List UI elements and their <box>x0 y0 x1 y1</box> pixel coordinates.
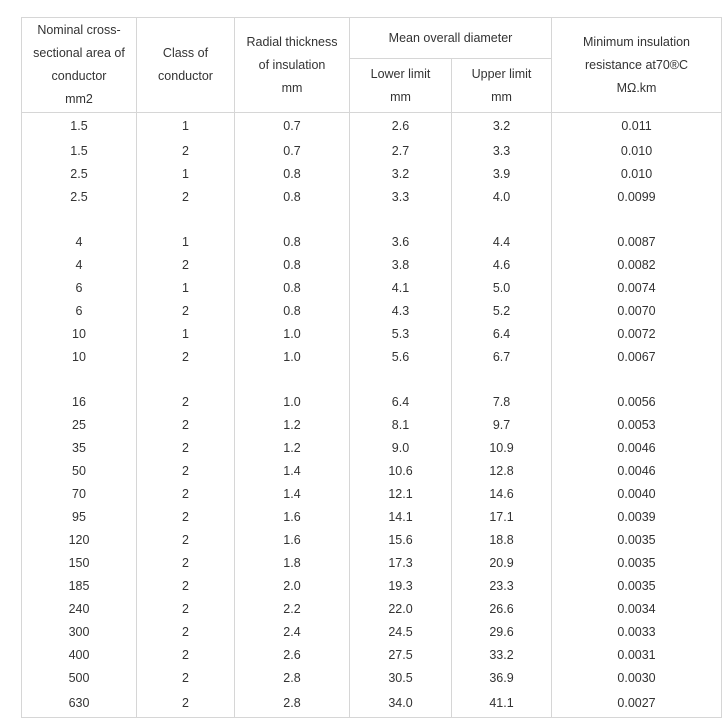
cell-area: 6 <box>22 277 137 300</box>
table-row <box>22 460 722 483</box>
spacer-cell <box>235 369 350 391</box>
cell-upper: 20.9 <box>452 552 552 575</box>
cell-resistance: 0.0053 <box>552 414 722 437</box>
cell-resistance: 0.010 <box>552 140 722 163</box>
cell-upper: 41.1 <box>452 690 552 718</box>
cell-radial: 2.4 <box>235 621 350 644</box>
header-mean-diameter: Mean overall diameter <box>350 18 552 59</box>
table-row <box>22 621 722 644</box>
cell-area: 35 <box>22 437 137 460</box>
cell-class: 2 <box>137 483 235 506</box>
cell-resistance: 0.0074 <box>552 277 722 300</box>
cell-class: 2 <box>137 552 235 575</box>
cell-lower: 10.6 <box>350 460 452 483</box>
cell-resistance: 0.0082 <box>552 254 722 277</box>
cell-area: 4 <box>22 231 137 254</box>
table-row <box>22 552 722 575</box>
table-row <box>22 323 722 346</box>
cell-resistance: 0.0067 <box>552 346 722 369</box>
table-row <box>22 575 722 598</box>
cell-radial: 0.8 <box>235 300 350 323</box>
cell-radial: 0.8 <box>235 277 350 300</box>
cell-resistance: 0.0030 <box>552 667 722 690</box>
cell-resistance: 0.0033 <box>552 621 722 644</box>
table-body <box>22 113 722 718</box>
cell-upper: 12.8 <box>452 460 552 483</box>
table-row <box>22 529 722 552</box>
cell-radial: 2.6 <box>235 644 350 667</box>
table-row <box>22 667 722 690</box>
cell-upper: 4.6 <box>452 254 552 277</box>
cell-class: 2 <box>137 300 235 323</box>
cell-area: 1.5 <box>22 113 137 141</box>
cell-class: 2 <box>137 391 235 414</box>
cell-area: 95 <box>22 506 137 529</box>
cell-lower: 17.3 <box>350 552 452 575</box>
cell-lower: 14.1 <box>350 506 452 529</box>
spacer-cell <box>22 209 137 231</box>
cell-class: 1 <box>137 163 235 186</box>
cell-upper: 9.7 <box>452 414 552 437</box>
cell-radial: 2.8 <box>235 667 350 690</box>
spacer-cell <box>137 369 235 391</box>
spacer-cell <box>350 209 452 231</box>
table-row <box>22 186 722 209</box>
cell-resistance: 0.0035 <box>552 552 722 575</box>
cell-radial: 0.8 <box>235 254 350 277</box>
header-lower-limit: Lower limit mm <box>350 59 452 113</box>
cell-class: 2 <box>137 346 235 369</box>
cell-class: 2 <box>137 254 235 277</box>
cell-lower: 5.3 <box>350 323 452 346</box>
cell-lower: 2.6 <box>350 113 452 141</box>
table-row <box>22 506 722 529</box>
cell-lower: 30.5 <box>350 667 452 690</box>
cell-lower: 5.6 <box>350 346 452 369</box>
cell-class: 2 <box>137 644 235 667</box>
table-row <box>22 163 722 186</box>
cell-area: 16 <box>22 391 137 414</box>
cell-lower: 15.6 <box>350 529 452 552</box>
spacer-cell <box>552 209 722 231</box>
spacer-cell <box>452 369 552 391</box>
header-radial-thickness: Radial thickness of insulation mm <box>235 18 350 113</box>
cell-area: 2.5 <box>22 163 137 186</box>
cell-lower: 19.3 <box>350 575 452 598</box>
cell-resistance: 0.0031 <box>552 644 722 667</box>
cell-lower: 12.1 <box>350 483 452 506</box>
cell-radial: 1.6 <box>235 506 350 529</box>
table-row <box>22 254 722 277</box>
cell-class: 2 <box>137 186 235 209</box>
cell-area: 150 <box>22 552 137 575</box>
cell-class: 2 <box>137 437 235 460</box>
cell-resistance: 0.0035 <box>552 529 722 552</box>
cell-lower: 6.4 <box>350 391 452 414</box>
table-row <box>22 437 722 460</box>
cell-area: 500 <box>22 667 137 690</box>
cell-lower: 9.0 <box>350 437 452 460</box>
cell-resistance: 0.011 <box>552 113 722 141</box>
table-row <box>22 346 722 369</box>
cell-resistance: 0.0087 <box>552 231 722 254</box>
table-row <box>22 140 722 163</box>
cell-radial: 0.7 <box>235 140 350 163</box>
cell-area: 185 <box>22 575 137 598</box>
cell-upper: 4.4 <box>452 231 552 254</box>
cell-lower: 4.3 <box>350 300 452 323</box>
cell-upper: 10.9 <box>452 437 552 460</box>
cell-class: 2 <box>137 460 235 483</box>
cell-class: 2 <box>137 690 235 718</box>
table-row <box>22 231 722 254</box>
cell-resistance: 0.0072 <box>552 323 722 346</box>
group-spacer <box>22 209 722 231</box>
cell-upper: 36.9 <box>452 667 552 690</box>
cell-class: 2 <box>137 140 235 163</box>
cell-resistance: 0.0040 <box>552 483 722 506</box>
cell-class: 2 <box>137 575 235 598</box>
cell-area: 2.5 <box>22 186 137 209</box>
header-class: Class of conductor <box>137 18 235 113</box>
cell-radial: 1.0 <box>235 391 350 414</box>
cell-area: 25 <box>22 414 137 437</box>
cell-lower: 24.5 <box>350 621 452 644</box>
cell-resistance: 0.0099 <box>552 186 722 209</box>
cell-radial: 2.2 <box>235 598 350 621</box>
cell-radial: 2.8 <box>235 690 350 718</box>
cell-resistance: 0.0034 <box>552 598 722 621</box>
table-header <box>22 18 722 113</box>
cell-upper: 14.6 <box>452 483 552 506</box>
table-row <box>22 644 722 667</box>
cell-area: 4 <box>22 254 137 277</box>
spacer-cell <box>137 209 235 231</box>
cell-class: 1 <box>137 231 235 254</box>
table-row <box>22 483 722 506</box>
cell-class: 1 <box>137 277 235 300</box>
cell-area: 6 <box>22 300 137 323</box>
table-row <box>22 113 722 141</box>
cell-class: 1 <box>137 323 235 346</box>
cell-upper: 23.3 <box>452 575 552 598</box>
cell-resistance: 0.0070 <box>552 300 722 323</box>
cell-class: 2 <box>137 667 235 690</box>
spacer-cell <box>552 369 722 391</box>
cell-radial: 0.7 <box>235 113 350 141</box>
cell-lower: 34.0 <box>350 690 452 718</box>
cell-lower: 3.3 <box>350 186 452 209</box>
cell-resistance: 0.0035 <box>552 575 722 598</box>
cell-class: 2 <box>137 414 235 437</box>
cell-radial: 1.4 <box>235 460 350 483</box>
cell-upper: 5.0 <box>452 277 552 300</box>
cell-area: 630 <box>22 690 137 718</box>
cell-upper: 29.6 <box>452 621 552 644</box>
cell-resistance: 0.0046 <box>552 437 722 460</box>
cell-resistance: 0.0039 <box>552 506 722 529</box>
cell-upper: 7.8 <box>452 391 552 414</box>
cell-radial: 2.0 <box>235 575 350 598</box>
cell-lower: 3.8 <box>350 254 452 277</box>
spacer-cell <box>235 209 350 231</box>
cell-lower: 8.1 <box>350 414 452 437</box>
cell-class: 2 <box>137 506 235 529</box>
cell-radial: 0.8 <box>235 163 350 186</box>
cell-radial: 0.8 <box>235 186 350 209</box>
cell-radial: 1.6 <box>235 529 350 552</box>
cell-upper: 3.3 <box>452 140 552 163</box>
cell-radial: 1.4 <box>235 483 350 506</box>
cell-resistance: 0.0046 <box>552 460 722 483</box>
table-row <box>22 300 722 323</box>
cell-area: 300 <box>22 621 137 644</box>
cell-lower: 3.6 <box>350 231 452 254</box>
cell-area: 400 <box>22 644 137 667</box>
cell-area: 70 <box>22 483 137 506</box>
cell-upper: 17.1 <box>452 506 552 529</box>
cell-upper: 3.9 <box>452 163 552 186</box>
cell-lower: 27.5 <box>350 644 452 667</box>
cell-resistance: 0.0027 <box>552 690 722 718</box>
cell-lower: 3.2 <box>350 163 452 186</box>
cell-radial: 1.0 <box>235 346 350 369</box>
cell-upper: 18.8 <box>452 529 552 552</box>
cell-lower: 4.1 <box>350 277 452 300</box>
cell-class: 2 <box>137 529 235 552</box>
header-upper-limit: Upper limit mm <box>452 59 552 113</box>
table-row <box>22 277 722 300</box>
cell-upper: 6.7 <box>452 346 552 369</box>
header-nominal-area: Nominal cross- sectional area of conductor mm2 <box>22 18 137 113</box>
group-spacer <box>22 369 722 391</box>
table-row <box>22 598 722 621</box>
spacer-cell <box>350 369 452 391</box>
cell-class: 1 <box>137 113 235 141</box>
cell-upper: 5.2 <box>452 300 552 323</box>
cell-upper: 4.0 <box>452 186 552 209</box>
cell-upper: 26.6 <box>452 598 552 621</box>
spacer-cell <box>22 369 137 391</box>
cell-upper: 6.4 <box>452 323 552 346</box>
cell-area: 1.5 <box>22 140 137 163</box>
cell-area: 10 <box>22 323 137 346</box>
table-row <box>22 414 722 437</box>
table-row <box>22 391 722 414</box>
cell-area: 50 <box>22 460 137 483</box>
table-row <box>22 690 722 718</box>
cell-radial: 1.2 <box>235 414 350 437</box>
cell-radial: 1.2 <box>235 437 350 460</box>
spacer-cell <box>452 209 552 231</box>
cell-radial: 0.8 <box>235 231 350 254</box>
cell-resistance: 0.010 <box>552 163 722 186</box>
cell-area: 240 <box>22 598 137 621</box>
cable-spec-table-wrapper <box>21 17 722 718</box>
cell-radial: 1.0 <box>235 323 350 346</box>
cell-lower: 2.7 <box>350 140 452 163</box>
cell-radial: 1.8 <box>235 552 350 575</box>
cell-upper: 3.2 <box>452 113 552 141</box>
cell-class: 2 <box>137 621 235 644</box>
cell-area: 10 <box>22 346 137 369</box>
cable-spec-table <box>21 17 722 718</box>
cell-lower: 22.0 <box>350 598 452 621</box>
cell-area: 120 <box>22 529 137 552</box>
header-min-resistance: Minimum insulation resistance at70®C MΩ.km <box>552 18 722 113</box>
cell-upper: 33.2 <box>452 644 552 667</box>
cell-resistance: 0.0056 <box>552 391 722 414</box>
cell-class: 2 <box>137 598 235 621</box>
